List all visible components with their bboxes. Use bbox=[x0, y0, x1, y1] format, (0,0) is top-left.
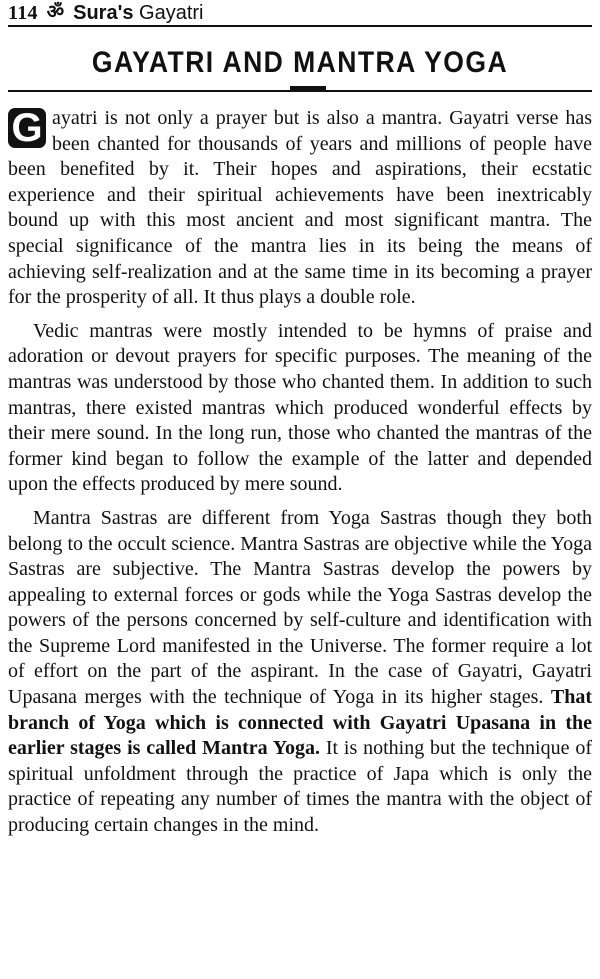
om-symbol-icon: ॐ bbox=[46, 2, 65, 23]
paragraph-3 bbox=[8, 506, 592, 839]
paragraph-2-text: Vedic mantras were mostly intended to be hymns of praise and adoration or devout prayers for specific purposes. The meaning of the mantras was understood by those who chanted them. In addition to such mantras, there existed mantras which produced wonderful effects by their mere sound. In the long run, those who chanted the mantras of the former kind began to follow the example of the latter and depended upon the effects produced by mere sound. bbox=[8, 319, 592, 496]
title-underline-tab bbox=[290, 86, 326, 92]
book-title-name: Gayatri bbox=[139, 2, 204, 24]
paragraph-3-text-continued: It is nothing but the technique of spiritual unfoldment through the practice of Japa which is only the practice of repeating any number of times the mantra with the object of producing certain changes in the mind. bbox=[8, 737, 592, 837]
page-number: 114 bbox=[8, 2, 38, 24]
running-header bbox=[8, 0, 592, 27]
paragraph-1-text: ayatri is not only a prayer but is also a mantra. Gayatri verse has been chanted for thousands of years and millions of people have been benefited by it. Their hopes and aspirations, their ecstatic experience and their spiritual achievements have been inextricably bound up with this most ancient and most significant mantra. The special significance of the mantra lies in its being the means of achieving self-realization and at the same time in its becoming a prayer for the prosperity of all. It thus plays a double role. bbox=[8, 107, 592, 309]
paragraph-3-text: Mantra Sastras are different from Yoga Sastras though they both belong to the occult science. Mantra Sastras are objective while the Yoga Sastras are subjective. The Mantra Sastras develop the powers by appealing to external forces or gods while the Yoga Sastras develop the powers of the persons concerned by self-culture and identification with the Supreme Lord manifested in the Universe. The former require a lot of effort on the part of the aspirant. In the case of Gayatri, Gayatri Upasana merges with the technique of Yoga in its higher stages. bbox=[8, 506, 592, 709]
book-title bbox=[73, 1, 203, 25]
chapter-title: GAYATRI AND MANTRA YOGA bbox=[91, 46, 509, 79]
paragraph-2 bbox=[8, 319, 592, 498]
title-underline bbox=[8, 84, 592, 92]
mantra-yoga-definition: That branch of Yoga which is connected with Gayatri Upasana in the earlier stages is called Mantra Yoga. bbox=[8, 686, 592, 760]
book-title-author: Sura's bbox=[73, 2, 134, 24]
paragraph-1 bbox=[8, 106, 592, 311]
drop-cap: G bbox=[8, 108, 46, 148]
chapter-body bbox=[8, 106, 592, 839]
